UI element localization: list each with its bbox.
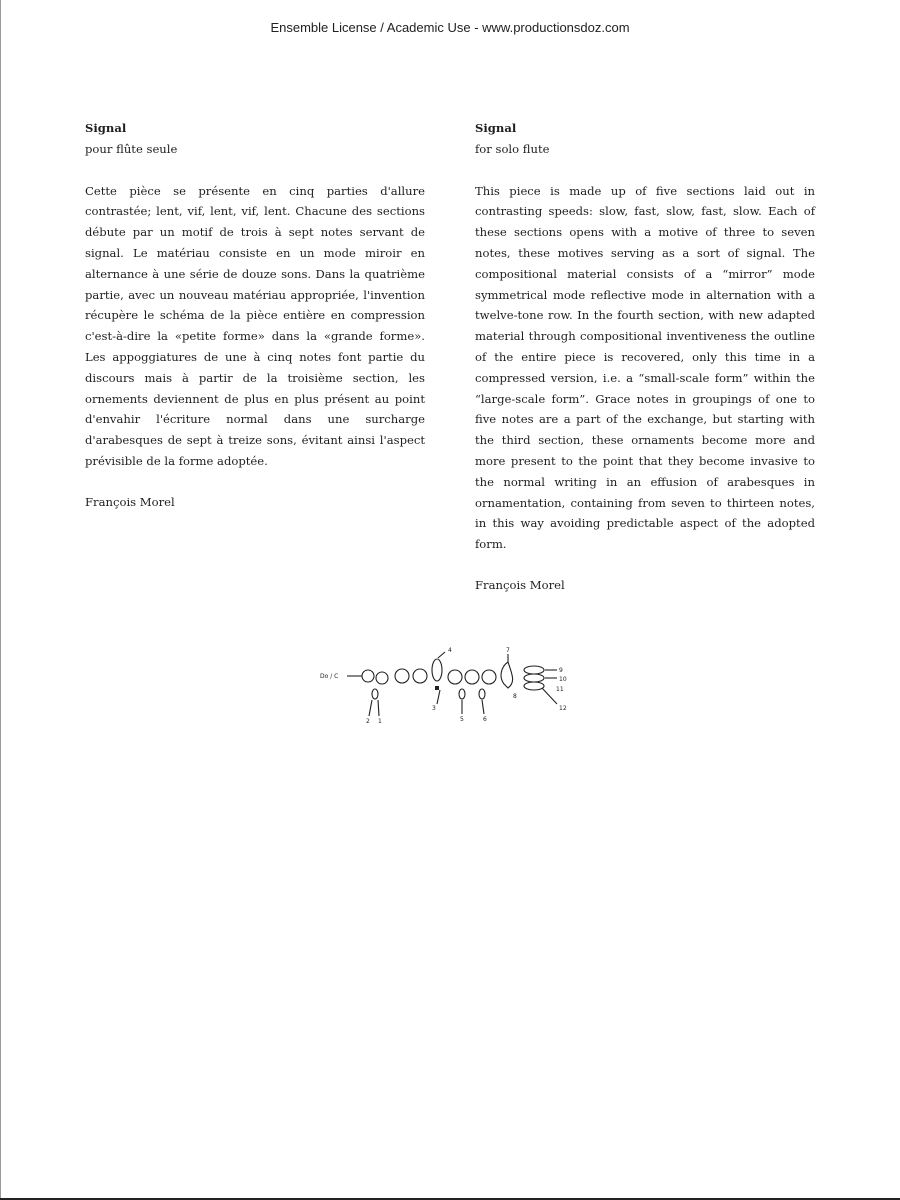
small-key-filled [435, 686, 439, 690]
french-title: Signal [85, 121, 127, 135]
diagram-number: 3 [432, 705, 436, 712]
key-oval [432, 659, 442, 681]
key-circle [482, 670, 496, 684]
english-subtitle: for solo flute [475, 141, 550, 156]
key-circle [376, 672, 388, 684]
key-circle [395, 669, 409, 683]
diagram-number: 4 [448, 647, 452, 654]
small-key [459, 689, 465, 699]
pointer-line [438, 652, 445, 658]
diagram-number: 10 [559, 676, 567, 683]
page-edge [0, 0, 1, 1200]
french-column [85, 118, 425, 513]
key-circle [465, 670, 479, 684]
french-author: François Morel [85, 494, 175, 509]
key-circle [362, 670, 374, 682]
pointer-line [369, 700, 372, 716]
english-author: François Morel [475, 577, 565, 592]
diagram-number: 5 [460, 716, 464, 723]
pointer-line [378, 700, 379, 716]
small-key [372, 689, 378, 699]
english-body: This piece is made up of five sections laid out in contrasting speeds: slow, fast, slow, fast, slow. Each of these sections opens with a motive of three to seven notes, these motives serving as a sort of signal. The compositional material consists of a “mirror” mode symmetrical mode reflective mode in alternation with a twelve-tone row. In the fourth section, with new adapted material through compositional inventiveness the outline of the entire piece is recovered, only this time in a compressed version, i.e. a “small-scale form” within the “large-scale form”. Grace notes in groupings of one to five notes are a part of the exchange, but starting with the third section, these ornaments become more and more present to the point that they become invasive to the normal writing in an effusion of arabesques in ornamentation, containing from seven to thirteen notes, in this way avoiding predictable aspect of the adopted form. [475, 183, 815, 552]
french-body: Cette pièce se présente en cinq parties d'allure contrastée; lent, vif, lent, vif, lent. Chacune des sections débute par un motif de trois à sept notes servant de signal. Le matériau consiste en un mode miroir en alternance à une série de douze sons. Dans la quatrième partie, avec un nouveau matériau appropriée, l'invention récupère le schéma de la pièce entière en compression c'est-à-dire la «petite forme» dans la «grande forme». Les appoggiatures de une à cinq notes font partie du discours mais à partir de la troisième section, les ornements deviennent de plus en plus présent au point d'envahir l'écriture normal dans une surcharge d'arabesques de sept à treize sons, évitant ainsi l'aspect prévisible de la forme adoptée. [85, 183, 425, 468]
pointer-line [542, 688, 557, 704]
key-circle [413, 669, 427, 683]
trill-key [524, 682, 544, 690]
small-key [479, 689, 485, 699]
trill-key [524, 674, 544, 682]
key-teardrop [501, 662, 513, 688]
start-label: Do / C [320, 673, 339, 680]
diagram-number: 9 [559, 667, 563, 674]
diagram-number: 11 [556, 686, 564, 693]
diagram-number: 6 [483, 716, 487, 723]
trill-key [524, 666, 544, 674]
diagram-number: 8 [513, 693, 517, 700]
pointer-line [482, 700, 484, 714]
english-column [475, 118, 815, 596]
diagram-number: 1 [378, 718, 382, 725]
license-header: Ensemble License / Academic Use - www.productionsdoz.com [270, 20, 630, 35]
key-circle [448, 670, 462, 684]
diagram-number: 7 [506, 647, 510, 654]
flute-fingering-diagram [312, 646, 572, 726]
french-subtitle: pour flûte seule [85, 141, 178, 156]
diagram-number: 12 [559, 705, 567, 712]
english-title: Signal [475, 121, 517, 135]
diagram-number: 2 [366, 718, 370, 725]
pointer-line [437, 690, 440, 704]
